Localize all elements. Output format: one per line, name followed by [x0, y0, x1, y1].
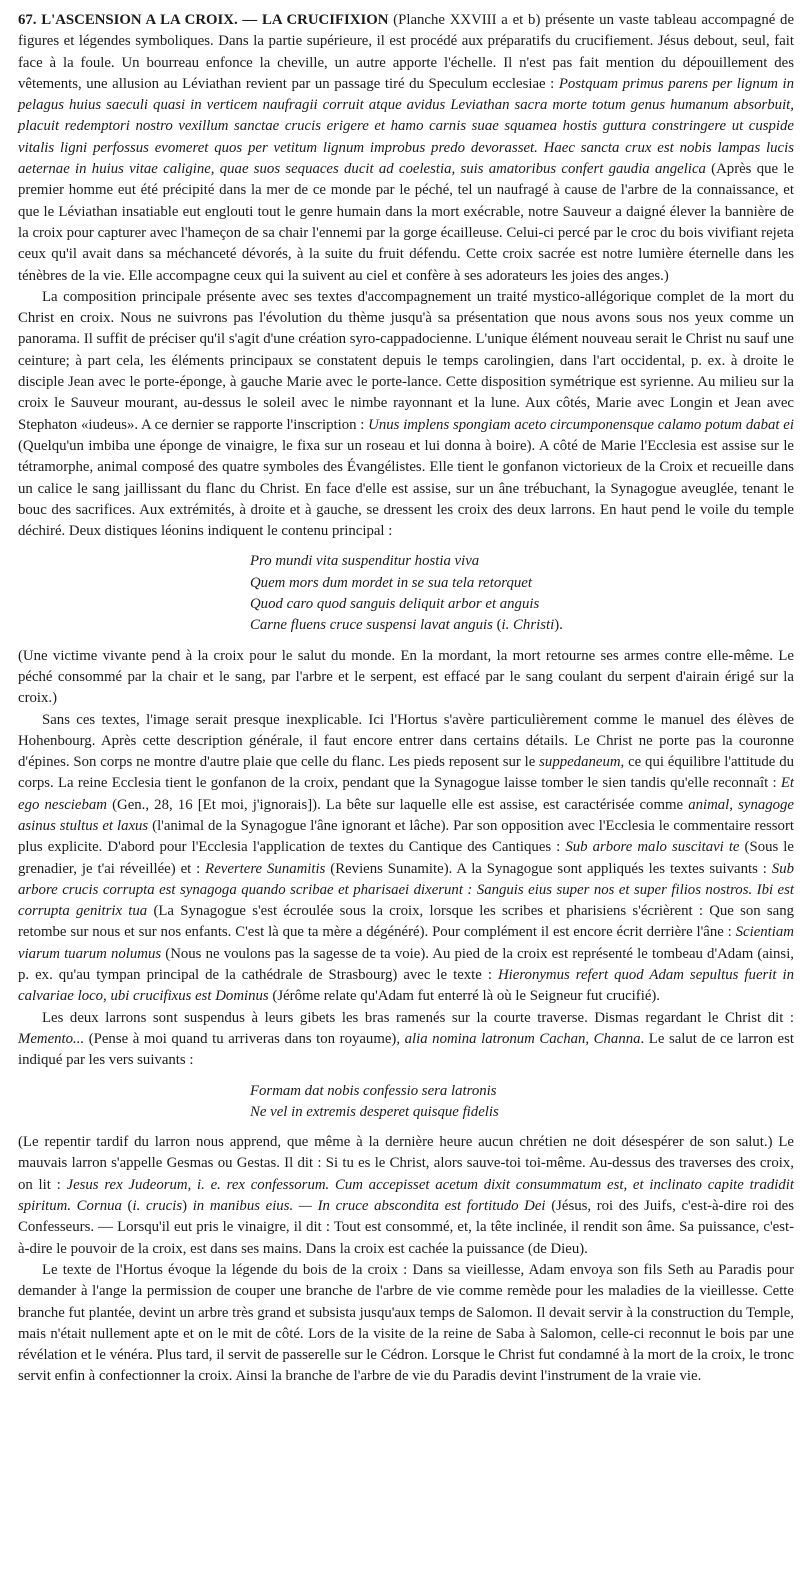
paragraph-composition: [18, 287, 794, 543]
paragraph-crucifixion-intro: [18, 10, 794, 287]
text-run: Les deux larrons sont suspendus à leurs gibets les bras ramenés sur la courte traverse. Dismas regardant le Christ dit :: [42, 1009, 794, 1026]
text-run: (Jérôme relate qu'Adam fut enterré là où le Seigneur fut crucifié).: [268, 988, 661, 1005]
text-run: (Jésus, roi des Juifs, c'est-à-dire roi des Confesseurs. — Lorsqu'il eut pris le vinaigre, il dit : Tout est consommé, et, la tête inclinée, il rendit son âme. Sa puissance, c'est-à-dire le pouvoir de la croix, est dans ses mains. Dans la croix est cachée la puissance (de Dieu).: [18, 1198, 794, 1257]
text-run: (Après que le premier homme eut été précipité dans la mer de ce monde par le péché, tel un naufragé à cause de l'arbre de la connaissance, et que le Léviathan insatiable eut englouti tout le genre humain dans la mort exécrable, notre Sauveur a daigné élever la bannière de la croix pour capturer avec l'hameçon de sa chair l'ennemi par la gorge écailleuse. Celui-ci percé par le croc du bois vivifiant rejeta ceux qu'il avait dans sa méchanceté dévorés, à la suite du fruit défendu. Cette croix sacrée est notre lumière éternelle dans les ténèbres de la vie. Elle accompagne ceux qui la suivent au ciel et confère à ses adorateurs les joies des anges.): [18, 161, 795, 284]
latin-quote: Revertere Sunamitis: [205, 860, 326, 877]
text-run: (Gen., 28, 16 [Et moi, j'ignorais]). La bête sur laquelle elle est assise, est caractérisée comme: [106, 796, 689, 813]
latin-quote: Et ego nesciebam: [18, 775, 794, 813]
latin-quote: animal, synagoge asinus stultus et laxus: [18, 796, 795, 834]
latin-quote: Postquam primus parens per lignum in pelagus huius saeculi quasi in verticem naufragii corruit atque avidus Leviathan sacra morte totum genus humanum absorbuit, placuit redemptori nostro vexillum sanctae crucis erigere et hamo carnis suae squamea hostis guttura constringere ut cuspide vitalis ligni perfossus evomeret quos per vetitum lignum improbus predo devorasset. Haec sancta crux est nobis lampas lucis aeternae in huius vitae caligine, quae suos sequaces ducit ad coelestia, suis amatoribus confert gaudia angelica: [18, 75, 794, 178]
latin-quote: Sub arbore malo suscitavi te: [565, 839, 740, 856]
text-run: (Sous le grenadier, je t'ai réveillée) et :: [18, 839, 794, 877]
latin-quote: suppedaneum: [539, 754, 621, 771]
text-run: (Reviens Sunamite). A la Synagogue sont appliqués les textes suivants :: [325, 860, 772, 877]
latin-quote: in manibus eius. — In cruce abscondita est fortitudo Dei: [192, 1198, 546, 1215]
text-run: (Planche XXVIII a et b) présente un vaste tableau accompagné de figures et légendes symboliques. Dans la partie supérieure, il est procédé aux préparatifs du crucifiement. Jésus debout, seul, fait face à la foule. Un bourreau enfonce la cheville, un autre apporte l'échelle. Il n'est pas fait mention du dépouillement des vêtements, une allusion au Léviathan revient par un passage tiré du Speculum ecclesiae :: [18, 12, 795, 92]
latin-quote: Scientiam viarum tuarum nolumus: [18, 924, 794, 962]
text-run: (Une victime vivante pend à la croix pour le salut du monde. En la mordant, la mort retourne ses armes contre elle-même. Le péché consommé par la chair et le sang, par l'arbre et le serpent, est effacé par le sang coulant du serpent d'airain érigé sur la croix.): [18, 647, 794, 707]
text-run: (Nous ne voulons pas la sagesse de ta voie). Au pied de la croix est représenté le tombeau d'Adam (ainsi, p. ex. qu'au tympan principal de la cathédrale de Strasbourg) avec le texte :: [18, 945, 794, 984]
text-run: (Pense à moi quand tu arriveras dans ton royaume),: [84, 1030, 405, 1047]
paragraph-thieves: [18, 1008, 794, 1072]
text-run: (: [121, 1198, 133, 1215]
verse-line: Pro mundi vita suspenditur hostia viva: [250, 553, 480, 570]
latin-quote: Memento...: [18, 1030, 85, 1047]
paragraph-verse-translation: [18, 646, 794, 710]
text-run: (Quelqu'un imbiba une éponge de vinaigre, le fixa sur un roseau et lui donna à boire). A côté de Marie l'Ecclesia est assise sur le tétramorphe, animal composé des quatre symboles des Évangélistes. Elle tient le gonfanon victorieux de la Croix et recueille dans un calice le sang jaillissant du flanc du Christ. En face d'elle est assise, sur un âne trébuchant, la Synagogue aveuglée, tenant le bouc des sacrifices. Aux extrémités, à droite et à gauche, se dressent les croix des deux larrons. En haut pend le voile du temple déchiré. Deux distiques léonins indiquent le contenu principal :: [18, 437, 794, 540]
text-run: , ce qui équilibre l'attitude du corps. La reine Ecclesia tient le gonfanon de la croix, pendant que la Synagogue laisse tomber le sien tandis qu'elle reconnaît :: [18, 754, 794, 792]
latin-quote: i. crucis: [132, 1198, 183, 1215]
verse-line: Quod caro quod sanguis deliquit arbor et anguis: [250, 596, 540, 613]
latin-quote: Unus implens spongiam aceto circumponensque calamo potum dabat ei: [368, 416, 794, 433]
verse-line: Ne vel in extremis desperet quisque fidelis: [250, 1103, 499, 1120]
text-run: (l'animal de la Synagogue l'âne ignorant et lâche). Par son opposition avec l'Ecclesia le commentaire ressort plus explicite. D'abord pour l'Ecclesia l'application de textes du Cantique des Cantiques :: [18, 817, 794, 856]
text-run: Sans ces textes, l'image serait presque inexplicable. Ici l'Hortus s'avère particulièrement comme le manuel des élèves de Hohenbourg. Après cette description générale, il faut encore entrer dans certains détails. Le Christ ne porte pas la couronne d'épines. Son corps ne montre d'autre plaie que celle du flanc. Les pieds reposent sur le: [18, 711, 794, 771]
text-run: ): [182, 1198, 193, 1215]
verse-line: Quem mors dum mordet in se sua tela retorquet: [250, 574, 532, 591]
section-heading: 67. L'ASCENSION A LA CROIX. — LA CRUCIFIXION: [18, 12, 389, 28]
latin-quote: Hieronymus refert quod Adam sepultus fuerit in calvariae loco, ubi crucifixus est Dominus: [18, 967, 795, 1005]
verse-leonine-distichs: [250, 551, 794, 636]
text-run: Le texte de l'Hortus évoque la légende du bois de la croix : Dans sa vieillesse, Adam envoya son fils Seth au Paradis pour demander à l'ange la permission de couper une branche de l'arbre de vie comme remède pour les maladies de la vieillesse. Cette branche fut plantée, devint un arbre très grand et subsista jusqu'aux temps de Salomon. Il devait servir à la construction du Temple, mais n'était nullement apte et on le mit de côté. Lors de la visite de la reine de Saba à Salomon, celle-ci reconnut le bois par une révélation et le vénéra. Plus tard, il servit de passerelle sur le Cédron. Lorsque le Christ fut condamné à la mort de la croix, le tronc servit enfin à confectionner la croix. Ainsi la branche de l'arbre de vie du Paradis devint l'instrument de la vraie vie.: [18, 1261, 794, 1385]
text-run: (Le repentir tardif du larron nous apprend, que même à la dernière heure aucun chrétien ne doit désespérer de son salut.) Le mauvais larron s'appelle Gesmas ou Gestas. Il dit : Si tu es le Christ, alors sauve-toi toi-même. Au-dessus des traverses des croix, on lit :: [18, 1134, 794, 1193]
text-run: . Le salut de ce larron est indiqué par les vers suivants :: [18, 1030, 794, 1069]
paragraph-legend-wood: [18, 1260, 794, 1388]
text-run: La composition principale présente avec ses textes d'accompagnement un traité mystico-allégorique complet de la mort du Christ en croix. Nous ne suivrons pas l'évolution du thème jusqu'à sa présentation que nous avons sous nos yeux comme un panorama. Il suffit de préciser qu'il s'agit d'une création syro-cappadocienne. L'unique élément nouveau serait le Christ nu sauf une ceinture; à part cela, les éléments principaux se constatent depuis le temps carolingien, dans l'art occidental, p. ex. à droite le disciple Jean avec le porte-éponge, à gauche Marie avec le porte-lance. Cette disposition symétrique est syrienne. Au milieu sur la croix le Sauveur mourant, au-dessus le soleil avec le nimbe rayonnant et la lune. Aux côtés, Marie avec Longin et Jean avec Stephaton «iudeus». A ce dernier se rapporte l'inscription :: [18, 288, 794, 433]
verse-thief: [250, 1081, 794, 1124]
latin-quote: Sub arbore crucis corrupta est synagoga quando scribae et pharisaei dixerunt : Sanguis eius super nos et super filios nostros. Ibi est corrupta genitrix tua: [18, 860, 794, 920]
latin-quote: alia nomina latronum Cachan, Channa: [404, 1030, 641, 1047]
paragraph-bad-thief: [18, 1132, 794, 1260]
text-run: (La Synagogue s'est écroulée sous la croix, lorsque les scribes et pharisiens s'écrièrent : Que son sang retombe sur nous et sur nos enfants. C'est là que ta mère a dégénéré). Pour complément il est encore écrit derrière l'âne :: [18, 903, 794, 941]
verse-line: Formam dat nobis confessio sera latronis: [250, 1082, 497, 1099]
paragraph-details: [18, 710, 794, 1008]
verse-line: Carne fluens cruce suspensi lavat anguis (i. Christi).: [250, 617, 563, 634]
latin-quote: Jesus rex Judeorum, i. e. rex confessorum. Cum accepisset acetum dixit consummatum est, et inclinato capite tradidit spiritum. Cornua: [18, 1176, 795, 1215]
